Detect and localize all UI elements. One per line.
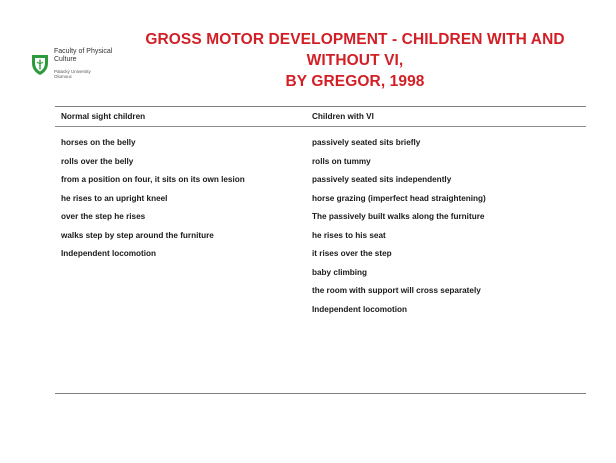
faculty-logo [24, 48, 124, 88]
left-column [61, 134, 301, 264]
list-item: The passively built walks along the furniture [312, 212, 485, 221]
list-item: he rises to an upright kneel [61, 193, 168, 203]
slide-title [120, 29, 590, 92]
left-column-header: Normal sight children [61, 112, 146, 121]
slide-title-line1: GROSS MOTOR DEVELOPMENT - CHILDREN WITH AND WITHOUT VI, [145, 31, 565, 69]
right-column [312, 134, 582, 319]
list-item: it rises over the step [312, 249, 392, 258]
list-item: passively seated sits briefly [312, 138, 421, 147]
list-item: horse grazing (imperfect head straightening) [312, 193, 486, 203]
logo-text [54, 48, 112, 79]
list-item: the room with support will cross separately [312, 286, 481, 295]
right-column-header: Children with VI [312, 112, 374, 121]
slide-title-line2: BY GREGOR, 1998 [285, 73, 425, 90]
list-item: over the step he rises [61, 212, 146, 221]
table-top-rule [55, 106, 586, 107]
list-item: horses on the belly [61, 138, 136, 147]
table-header-rule [55, 126, 586, 127]
list-item: Independent locomotion [312, 304, 408, 314]
university-shield-icon [30, 54, 50, 76]
logo-university-line2: Olomouc [54, 74, 73, 79]
list-item: rolls on tummy [312, 156, 371, 166]
list-item: Independent locomotion [61, 249, 157, 258]
list-item: he rises to his seat [312, 230, 386, 240]
list-item: baby climbing [312, 267, 368, 277]
logo-university-line1: Palacký University [54, 69, 91, 74]
logo-faculty-line1: Faculty of Physical [54, 48, 113, 55]
list-item: rolls over the belly [61, 156, 134, 166]
list-item: from a position on four, it sits on its own lesion [61, 175, 245, 184]
logo-faculty-line2: Culture [54, 56, 77, 63]
right-item-list [312, 134, 582, 319]
list-item: passively seated sits independently [312, 175, 452, 184]
list-item: walks step by step around the furniture [61, 230, 214, 240]
table-bottom-rule [55, 393, 586, 394]
left-item-list [61, 134, 301, 264]
